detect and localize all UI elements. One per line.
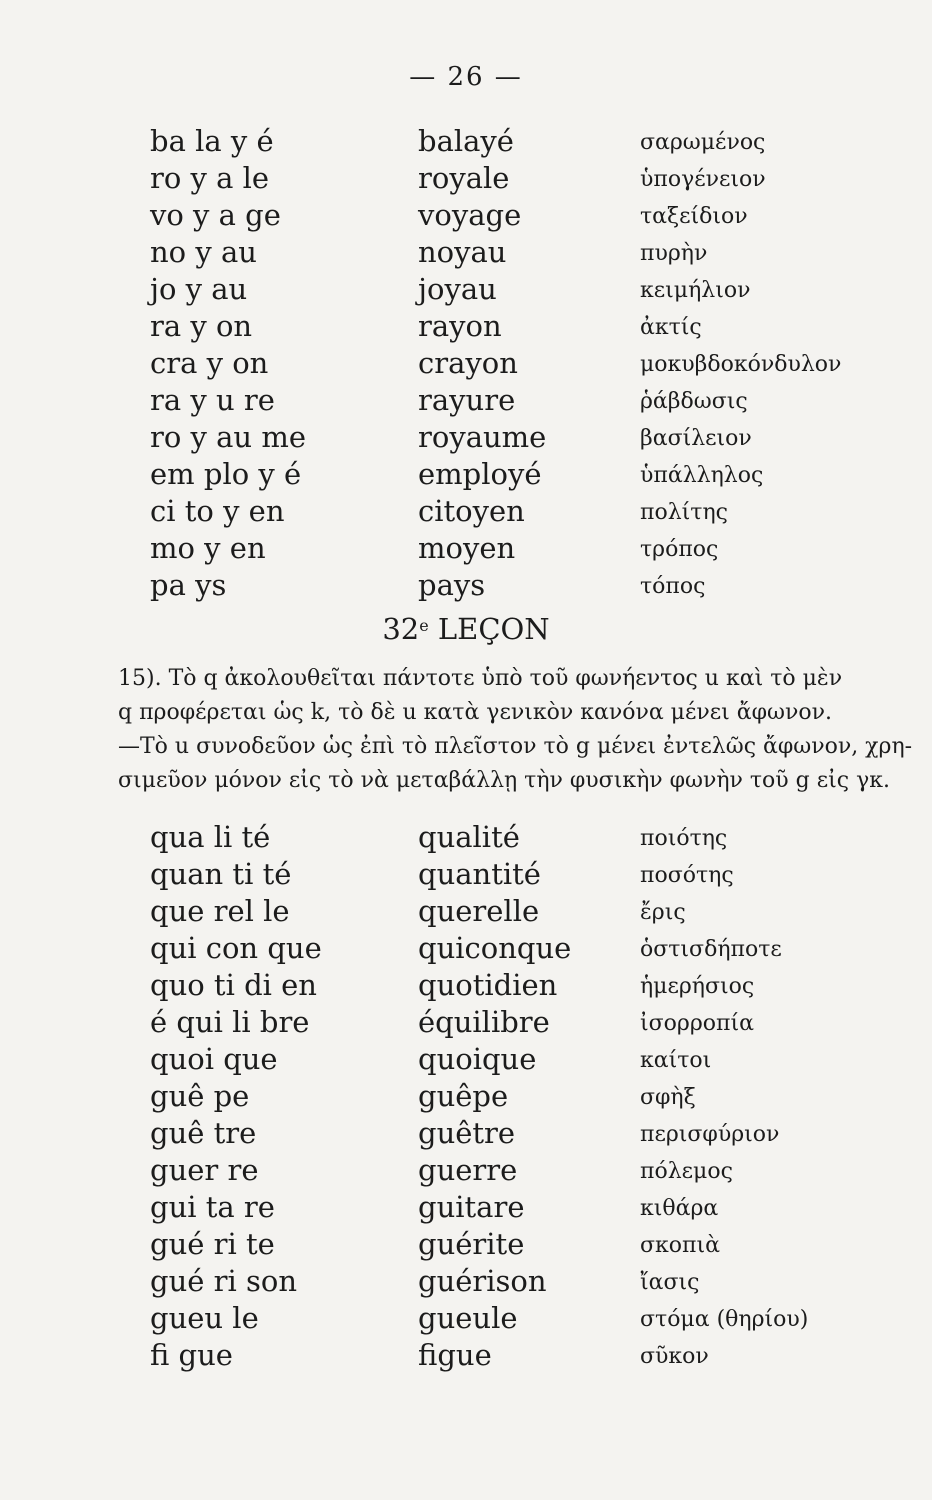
word-cell: balayé: [418, 124, 514, 158]
table-row: [150, 198, 850, 235]
word-cell: quotidien: [418, 968, 558, 1002]
rule-line: —Τὸ u συνοδεῦον ὡς ἐπὶ τὸ πλεῖστον τὸ g μένει ἐντελῶς ἄφωνον, χρη-: [118, 734, 913, 759]
page-number: — 26 —: [409, 62, 523, 92]
word-cell: quiconque: [418, 931, 572, 965]
syllables-cell: gué ri son: [150, 1264, 297, 1298]
word-cell: guêtre: [418, 1116, 516, 1150]
greek-cell: πόλεμος: [640, 1159, 733, 1184]
table-row: [150, 894, 850, 931]
word-cell: qualité: [418, 820, 520, 854]
word-cell: employé: [418, 457, 542, 491]
greek-cell: ποιότης: [640, 826, 728, 851]
greek-cell: ἴασις: [640, 1270, 700, 1295]
syllables-cell: pa ys: [150, 568, 227, 602]
greek-cell: ἡμερήσιος: [640, 974, 755, 999]
greek-cell: ῥάβδωσις: [640, 389, 748, 414]
table-row: [150, 124, 850, 161]
lesson-title: LEÇON: [437, 612, 550, 646]
greek-cell: καίτοι: [640, 1048, 712, 1073]
greek-cell: κειμήλιον: [640, 278, 751, 303]
word-cell: figue: [418, 1338, 492, 1372]
word-cell: guitare: [418, 1190, 525, 1224]
word-cell: équilibre: [418, 1005, 550, 1039]
greek-cell: ποσότης: [640, 863, 734, 888]
table-row: [150, 272, 850, 309]
syllables-cell: em plo y é: [150, 457, 302, 491]
greek-cell: κιθάρα: [640, 1196, 719, 1221]
greek-cell: ἀκτίς: [640, 315, 702, 340]
table-row: [150, 309, 850, 346]
greek-cell: ταξείδιον: [640, 204, 748, 229]
greek-cell: τόπος: [640, 574, 706, 599]
syllables-cell: quo ti di en: [150, 968, 317, 1002]
greek-cell: στόμα (θηρίου): [640, 1307, 809, 1332]
lesson-number-suffix: e: [419, 616, 429, 635]
rule-line: σιμεῦον μόνον εἰς τὸ νὰ μεταβάλλῃ τὴν φυσικὴν φωνὴν τοῦ g εἰς γκ.: [118, 768, 890, 793]
word-cell: crayon: [418, 346, 518, 380]
word-cell: royaume: [418, 420, 547, 454]
greek-cell: πυρὴν: [640, 241, 708, 266]
word-cell: guérison: [418, 1264, 547, 1298]
table-row: [150, 494, 850, 531]
word-cell: royale: [418, 161, 510, 195]
syllables-cell: cra y on: [150, 346, 269, 380]
word-cell: gueule: [418, 1301, 518, 1335]
lesson31-word-table: [150, 124, 850, 605]
syllables-cell: mo y en: [150, 531, 266, 565]
table-row: [150, 383, 850, 420]
word-cell: citoyen: [418, 494, 525, 528]
greek-cell: σῦκον: [640, 1344, 709, 1369]
word-cell: guerre: [418, 1153, 518, 1187]
word-cell: voyage: [418, 198, 522, 232]
word-cell: moyen: [418, 531, 516, 565]
table-row: [150, 161, 850, 198]
word-cell: rayon: [418, 309, 502, 343]
syllables-cell: qua li té: [150, 820, 271, 854]
syllables-cell: ba la y é: [150, 124, 274, 158]
table-row: [150, 857, 850, 894]
greek-cell: σκοπιὰ: [640, 1233, 720, 1258]
word-cell: quantité: [418, 857, 541, 891]
syllables-cell: gueu le: [150, 1301, 259, 1335]
table-row: [150, 420, 850, 457]
syllables-cell: no y au: [150, 235, 257, 269]
rule-line: 15). Τὸ q ἀκολουθεῖται πάντοτε ὑπὸ τοῦ φωνήεντος u καὶ τὸ μὲν: [118, 666, 843, 691]
greek-cell: ἔρις: [640, 900, 686, 925]
syllables-cell: ci to y en: [150, 494, 285, 528]
greek-cell: σφὴξ: [640, 1085, 696, 1110]
greek-cell: πολίτης: [640, 500, 728, 525]
table-row: [150, 1079, 850, 1116]
lesson-heading: [0, 612, 932, 646]
syllables-cell: ro y a le: [150, 161, 270, 195]
greek-cell: σαρωμένος: [640, 130, 766, 155]
table-row: [150, 1227, 850, 1264]
table-row: [150, 968, 850, 1005]
table-row: [150, 931, 850, 968]
syllables-cell: gué ri te: [150, 1227, 275, 1261]
syllables-cell: qui con que: [150, 931, 322, 965]
greek-cell: βασίλειον: [640, 426, 752, 451]
table-row: [150, 1338, 850, 1375]
syllables-cell: vo y a ge: [150, 198, 281, 232]
table-row: [150, 1301, 850, 1338]
table-row: [150, 235, 850, 272]
rule-line: q προφέρεται ὡς k, τὸ δὲ u κατὰ γενικὸν κανόνα μένει ἄφωνον.: [118, 700, 832, 725]
syllables-cell: quan ti té: [150, 857, 292, 891]
greek-cell: ὑπάλληλος: [640, 463, 764, 488]
greek-cell: ὑπογένειον: [640, 167, 766, 192]
table-row: [150, 1264, 850, 1301]
syllables-cell: guê tre: [150, 1116, 257, 1150]
table-row: [150, 1153, 850, 1190]
syllables-cell: que rel le: [150, 894, 290, 928]
table-row: [150, 1116, 850, 1153]
table-row: [150, 1190, 850, 1227]
word-cell: noyau: [418, 235, 507, 269]
word-cell: guérite: [418, 1227, 525, 1261]
greek-cell: ἰσορροπία: [640, 1011, 754, 1036]
word-cell: querelle: [418, 894, 540, 928]
greek-cell: μοκυβδοκόνδυλον: [640, 352, 842, 377]
syllables-cell: ro y au me: [150, 420, 306, 454]
syllables-cell: gui ta re: [150, 1190, 275, 1224]
syllables-cell: ra y u re: [150, 383, 275, 417]
syllables-cell: jo y au: [150, 272, 248, 306]
rule-paragraph: [118, 662, 913, 798]
word-cell: pays: [418, 568, 486, 602]
syllables-cell: ra y on: [150, 309, 253, 343]
table-row: [150, 568, 850, 605]
table-row: [150, 531, 850, 568]
word-cell: quoique: [418, 1042, 537, 1076]
syllables-cell: guê pe: [150, 1079, 250, 1113]
greek-cell: περισφύριον: [640, 1122, 780, 1147]
lesson-number: 32: [382, 612, 420, 646]
table-row: [150, 1042, 850, 1079]
table-row: [150, 346, 850, 383]
lesson32-word-table: [150, 820, 850, 1375]
syllables-cell: é qui li bre: [150, 1005, 310, 1039]
table-row: [150, 457, 850, 494]
word-cell: joyau: [418, 272, 497, 306]
greek-cell: ὁστισδήποτε: [640, 937, 782, 962]
table-row: [150, 820, 850, 857]
word-cell: guêpe: [418, 1079, 509, 1113]
table-row: [150, 1005, 850, 1042]
greek-cell: τρόπος: [640, 537, 719, 562]
syllables-cell: guer re: [150, 1153, 259, 1187]
syllables-cell: fi gue: [150, 1338, 233, 1372]
syllables-cell: quoi que: [150, 1042, 278, 1076]
word-cell: rayure: [418, 383, 516, 417]
